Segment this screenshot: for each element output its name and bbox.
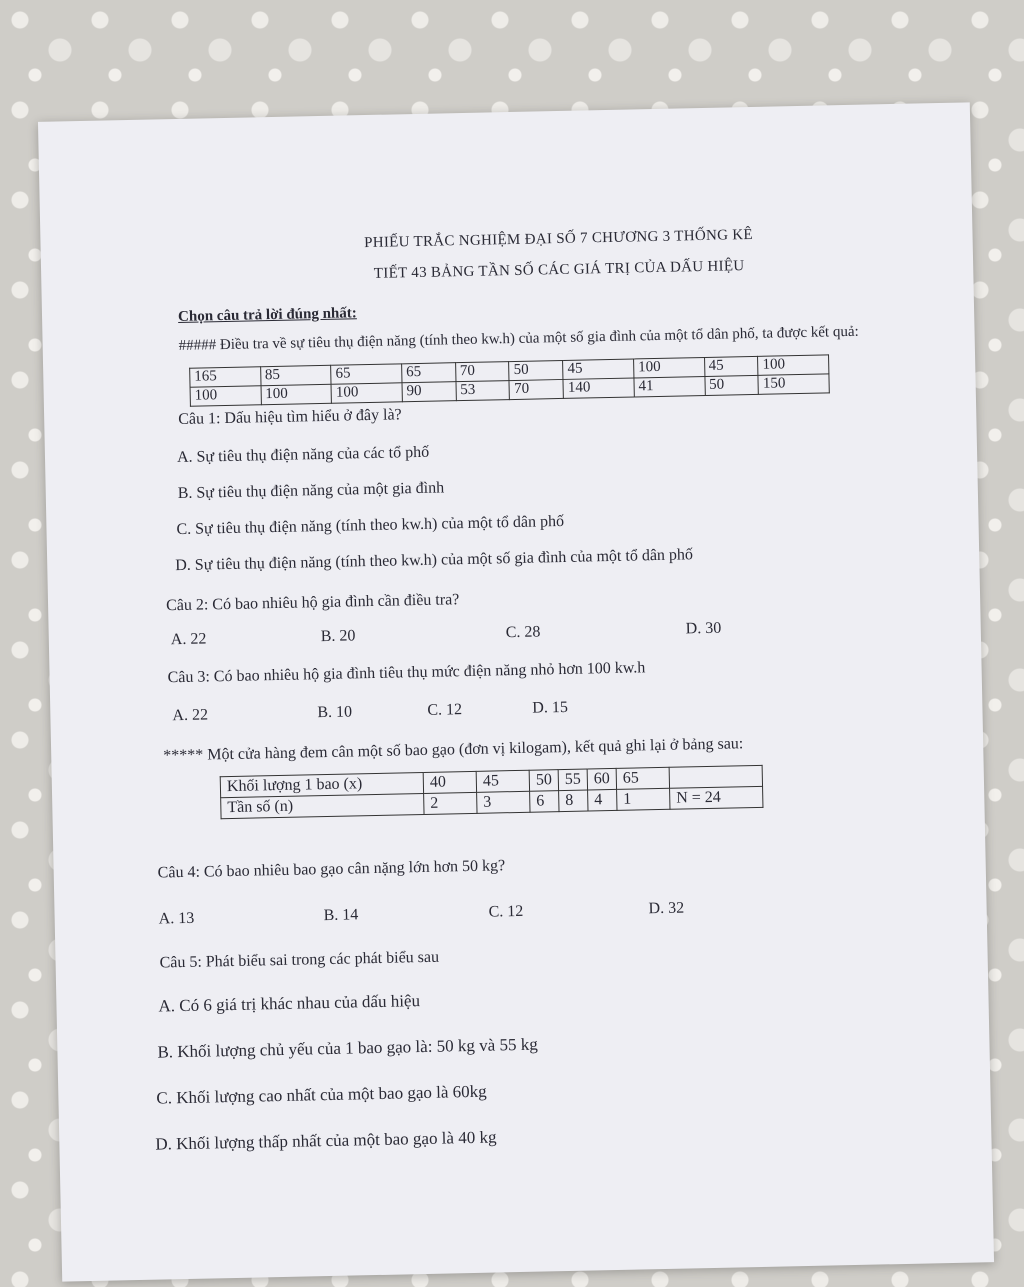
- q3-option-b: B. 10: [317, 702, 353, 721]
- table-cell: 90: [402, 381, 456, 401]
- page-title: PHIẾU TRẮC NGHIỆM ĐẠI SỐ 7 CHƯƠNG 3 THỐNG KÊ: [363, 226, 754, 252]
- section2-intro: ***** Một cửa hàng đem cân một số bao gạo (đơn vị kilogam), kết quả ghi lại ở bảng sau:: [163, 734, 744, 764]
- table-cell: 4: [588, 789, 617, 811]
- question-4: Câu 4: Có bao nhiêu bao gạo cân nặng lớn hơn 50 kg?: [157, 856, 506, 882]
- table-cell: 100: [261, 384, 332, 404]
- q5-option-c: C. Khối lượng cao nhất của một bao gạo là 60kg: [156, 1081, 487, 1108]
- table-cell: 100: [758, 354, 829, 374]
- worksheet-content: [155, 223, 977, 1154]
- q1-option-c: C. Sự tiêu thụ điện năng (tính theo kw.h) của một tổ dân phố: [176, 512, 565, 538]
- rice-weight-table: [220, 764, 764, 818]
- table-cell: 50: [509, 360, 563, 380]
- q5-option-d: D. Khối lượng thấp nhất của một bao gạo là 40 kg: [155, 1127, 497, 1154]
- worksheet-paper: [38, 102, 994, 1281]
- table-cell: 85: [260, 365, 331, 385]
- table-cell: 65: [401, 362, 455, 382]
- q3-options: [172, 690, 968, 725]
- table-cell: 45: [476, 770, 529, 792]
- table-cell: 53: [456, 380, 510, 400]
- table-cell: 100: [331, 382, 402, 402]
- table-cell: 45: [563, 358, 634, 378]
- q2-option-d: D. 30: [685, 619, 722, 637]
- q2-option-c: C. 28: [505, 622, 541, 641]
- table-cell: 55: [558, 769, 587, 791]
- table-cell: 41: [634, 376, 705, 396]
- q5-option-b: B. Khối lượng chủ yếu của 1 bao gạo là: 50 kg và 55 kg: [157, 1034, 538, 1062]
- q2-option-b: B. 20: [320, 626, 356, 645]
- table-cell: 3: [477, 791, 530, 813]
- table-cell: 70: [455, 361, 509, 381]
- q5-option-a: A. Có 6 giá trị khác nhau của dấu hiệu: [158, 990, 421, 1016]
- page-subtitle: TIẾT 43 BẢNG TẦN SỐ CÁC GIÁ TRỊ CỦA DẤU HIỆU: [373, 258, 745, 282]
- table-cell: 165: [190, 366, 261, 386]
- q4-option-a: A. 13: [158, 909, 195, 928]
- table-cell: 100: [190, 385, 261, 405]
- q2-options: [171, 614, 967, 649]
- question-1: Câu 1: Dấu hiệu tìm hiểu ở đây là?: [178, 405, 402, 428]
- table-cell: 6: [530, 790, 559, 812]
- question-5: Câu 5: Phát biểu sai trong các phát biểu sau: [159, 948, 440, 972]
- q1-option-d: D. Sự tiêu thụ điện năng (tính theo kw.h) của một số gia đình của một tổ dân phố: [175, 545, 694, 574]
- table-cell: 40: [423, 771, 476, 793]
- table-cell: N = 24: [670, 786, 763, 809]
- q1-option-b: B. Sự tiêu thụ điện năng của một gia đình: [177, 478, 445, 502]
- q4-options: [158, 893, 972, 928]
- q4-option-d: D. 32: [648, 899, 685, 917]
- q3-option-c: C. 12: [427, 700, 463, 719]
- table-cell: 150: [758, 373, 829, 393]
- question-2: Câu 2: Có bao nhiêu hộ gia đình cần điều tra?: [165, 590, 460, 614]
- table-cell: 65: [616, 767, 669, 789]
- instruction: Chọn câu trả lời đúng nhất:: [177, 305, 357, 325]
- q1-option-a: A. Sự tiêu thụ điện năng của các tổ phố: [176, 443, 430, 466]
- table-cell: 50: [704, 375, 758, 395]
- table-cell: 50: [529, 769, 558, 791]
- table-cell: 45: [704, 356, 758, 376]
- q4-option-c: C. 12: [488, 902, 524, 921]
- q3-option-d: D. 15: [532, 698, 569, 717]
- table-cell: 65: [331, 363, 402, 383]
- table-cell: 100: [633, 357, 704, 377]
- table-cell: 70: [509, 379, 563, 399]
- table-cell: 2: [424, 792, 477, 814]
- table-cell: 1: [617, 788, 670, 810]
- q4-option-b: B. 14: [323, 905, 359, 924]
- table-cell: 8: [559, 790, 588, 812]
- table-cell: 60: [587, 768, 616, 790]
- q2-option-a: A. 22: [170, 629, 207, 648]
- table-cell: 140: [563, 377, 634, 397]
- row-label: Khối lượng 1 bao (x): [220, 772, 423, 797]
- table-cell: [669, 765, 762, 788]
- question-3: Câu 3: Có bao nhiêu hộ gia đình tiêu thụ mức điện năng nhỏ hơn 100 kw.h: [167, 658, 646, 686]
- section1-intro: ##### Điều tra về sự tiêu thụ điện năng (tính theo kw.h) của một số gia đình của một tổ dân phố, ta được kết quả:: [178, 323, 859, 354]
- q3-option-a: A. 22: [172, 705, 209, 724]
- row-label: Tần số (n): [221, 793, 424, 818]
